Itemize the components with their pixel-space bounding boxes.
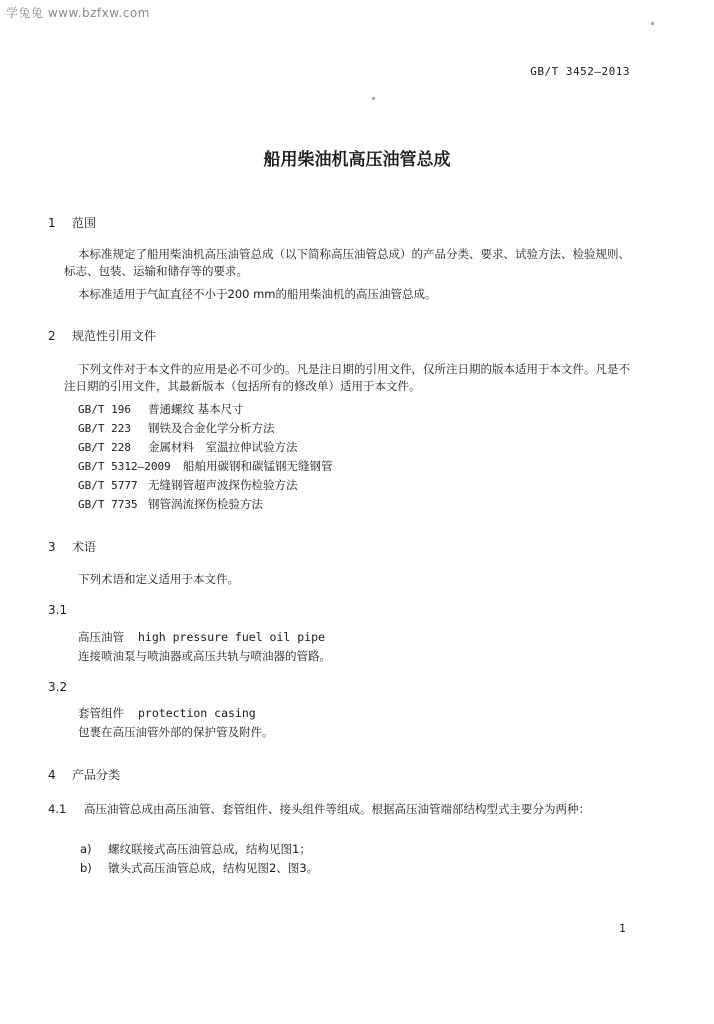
list-item-text: 镦头式高压油管总成，结构见图2、图3。 [108, 861, 319, 875]
term-chinese: 套管组件 [78, 706, 124, 720]
list-item-label: a) [80, 842, 92, 856]
section-title: 规范性引用文件 [72, 329, 157, 343]
clause-number: 4.1 [48, 802, 67, 816]
reference-title: 普通螺纹 基本尺寸 [148, 402, 244, 416]
reference-item [78, 496, 263, 513]
reference-item [78, 458, 333, 475]
section-number: 4 [48, 768, 56, 782]
reference-item [78, 477, 298, 494]
section-number: 2 [48, 329, 56, 343]
list-item-label: b) [80, 861, 92, 875]
section-title: 术语 [72, 540, 97, 554]
section-heading-1 [48, 214, 96, 231]
list-item [80, 860, 318, 877]
reference-code: GB/T 5312—2009 [78, 460, 171, 473]
term-english: high pressure fuel oil pipe [138, 630, 325, 644]
section-title: 产品分类 [72, 768, 121, 782]
clause-text: 高压油管总成由高压油管、套管组件、接头组件等组成。根据高压油管端部结构型式主要分为两种： [84, 802, 590, 816]
term-chinese: 高压油管 [78, 630, 124, 644]
term-definition: 连接喷油泵与喷油器或高压共轨与喷油器的管路。 [78, 649, 331, 663]
section-title: 范围 [72, 216, 97, 230]
reference-code: GB/T 196 [78, 403, 131, 416]
reference-item [78, 439, 298, 456]
list-item-text: 螺纹联接式高压油管总成，结构见图1； [108, 842, 311, 856]
section-heading-3 [48, 538, 96, 555]
standard-number: GB/T 3452—2013 [530, 65, 630, 78]
list-item [80, 841, 311, 858]
clause-number-3-1: 3.1 [48, 603, 68, 617]
term-definition: 包裹在高压油管外部的保护管及附件。 [78, 725, 274, 739]
reference-code: GB/T 5777 [78, 479, 138, 492]
paragraph-terms-intro: 下列术语和定义适用于本文件。 [78, 572, 239, 586]
term-entry [78, 629, 325, 646]
scan-speck [651, 22, 654, 25]
section-heading-2 [48, 327, 156, 344]
paragraph-normative-refs: 下列文件对于本文件的应用是必不可少的。凡是注日期的引用文件，仅所注日期的版本适用于本文件。凡是不注日期的引用文件，其最新版本（包括所有的修改单）适用于本文件。 [64, 362, 630, 393]
page-number: 1 [619, 922, 626, 935]
reference-item [78, 420, 275, 437]
paragraph-scope-1: 本标准规定了船用柴油机高压油管总成（以下简称高压油管总成）的产品分类、要求、试验方法、检验规则、标志、包装、运输和储存等的要求。 [64, 247, 630, 278]
watermark: 学兔兔 www.bzfxw.com [6, 6, 150, 20]
reference-title: 金属材料 室温拉伸试验方法 [148, 440, 298, 454]
reference-title: 船舶用碳钢和碳锰钢无缝钢管 [183, 459, 333, 473]
term-entry [78, 705, 256, 722]
reference-title: 无缝钢管超声波探伤检验方法 [148, 478, 298, 492]
section-number: 1 [48, 216, 56, 230]
scan-speck [372, 97, 375, 100]
reference-item [78, 401, 244, 418]
term-english: protection casing [138, 706, 256, 720]
paragraph-scope-2: 本标准适用于气缸直径不小于200 mm的船用柴油机的高压油管总成。 [78, 287, 437, 301]
clause-4-1 [48, 801, 638, 818]
clause-number-3-2: 3.2 [48, 680, 68, 694]
reference-code: GB/T 228 [78, 441, 131, 454]
reference-title: 钢铁及合金化学分析方法 [148, 421, 275, 435]
section-number: 3 [48, 540, 56, 554]
reference-title: 钢管涡流探伤检验方法 [148, 497, 263, 511]
reference-code: GB/T 223 [78, 422, 131, 435]
document-title: 船用柴油机高压油管总成 [263, 150, 451, 170]
section-heading-4 [48, 766, 120, 783]
reference-code: GB/T 7735 [78, 498, 138, 511]
